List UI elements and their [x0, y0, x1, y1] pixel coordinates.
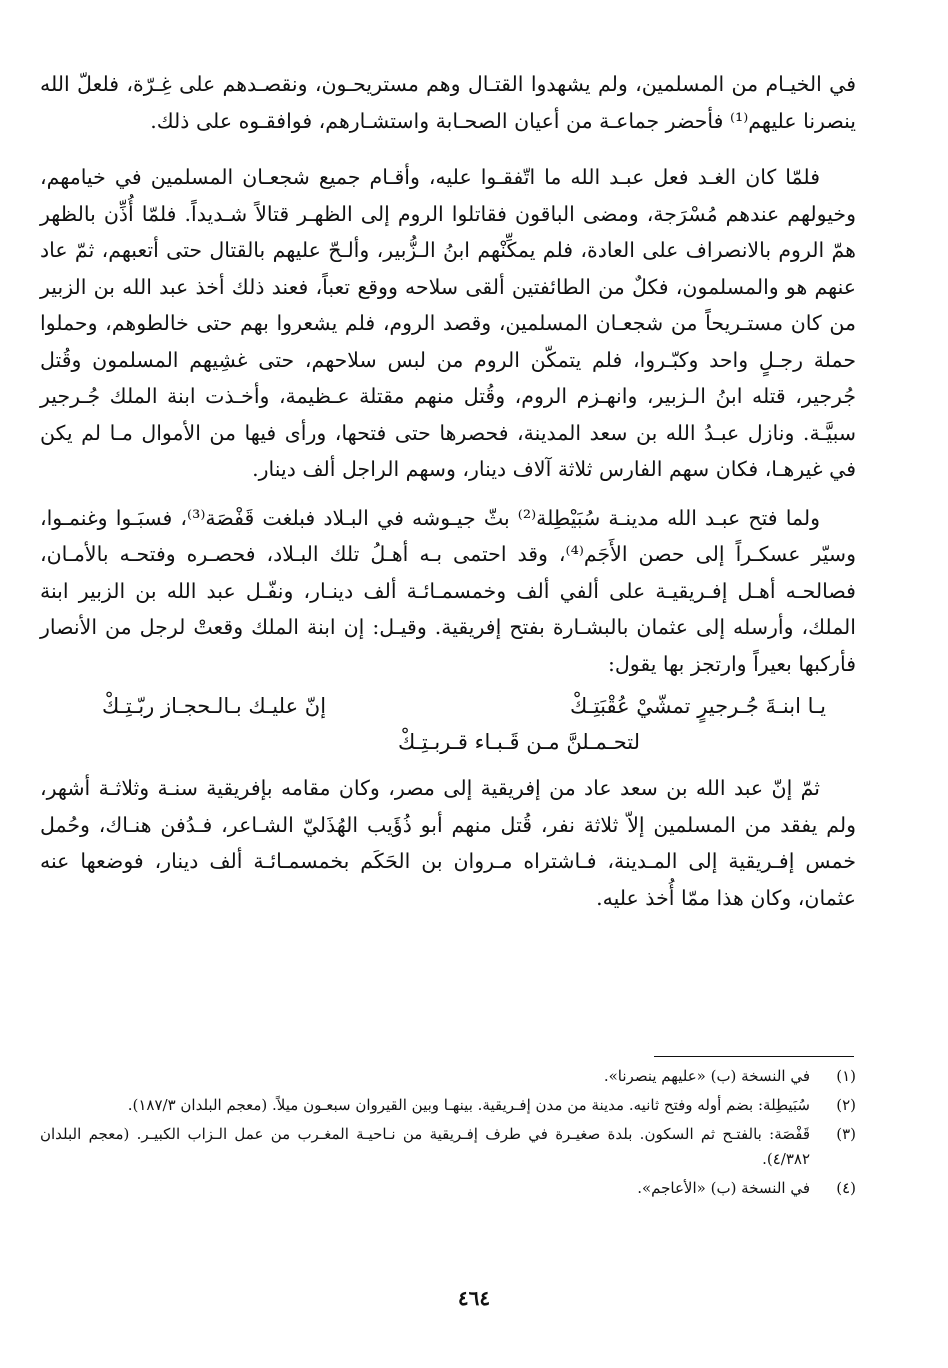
poem-verse [40, 688, 856, 760]
footnote-2 [40, 1093, 856, 1118]
footnote-text: سُبَيطِلة: بضم أوله وفتح ثانيه. مدينة من مدن إفـريقية. بينهـا وبين القيروان سبعـون ميلاً. (معجم البلدان ١٨٧/٣). [127, 1096, 810, 1114]
footnote-3 [40, 1122, 856, 1172]
footnote-number: (٢) [836, 1096, 856, 1114]
footnote-separator [654, 1056, 854, 1057]
verse-hemistich-3: لتحـمـلنَّ مـن قَـبـاء قـربـتِـكْ [397, 730, 640, 754]
footnote-1 [40, 1064, 856, 1089]
footnote-number: (٤) [836, 1179, 856, 1197]
footnotes [40, 1064, 856, 1205]
page-number: ٤٦٤ [457, 1286, 491, 1310]
paragraph-2: فلمّا كان الغـد فعل عبـد الله ما اتّفقـوا عليه، وأقـام جميع شجعـان المسلمين في خيامهم، وخيولهم عندهم مُسْرَجة، ومضى الباقون فقاتلوا الروم إلى الظهـر قتالاً شـديداً. فلمّا أُذِّن بالظهر همّ الروم بالانصراف على العادة، فلم يمكِّنْهم ابنُ الـزُّبير، وألـحّ عليهم بالقتال حتى أتعبهم، ثمّ عاد عنهم هو والمسلمون، فكلٌ من الطائفتين ألقى سلاحه ووقع تعباً، فعند ذلك أخذ عبد الله بن الزبير من كان مستـريحاً من شجعـان المسلمين، وقصد الروم، فلم يشعروا بهم حتى خالطوهم، وحملوا حملة رجـلٍ واحد وكبّـروا، فلم يتمكّن الروم من لبس سلاحهم، حتى غشِيهم المسلمون وقُتل جُرجير، قتله ابنُ الـزبير، وانهـزم الروم، وقُتل منهم مقتلة عـظيمة، وأخـذت ابنة الملك جُـرجير سبيَّـة. ونازل عبـدُ الله بن سعد المدينة، فحصرها حتى فتحها، ورأى فيها من الأموال مـا لم يكن في غيرهـا، فكان سهم الفارس ثلاثة آلاف دينار، وسهم الراجل ألف دينار. [40, 165, 856, 481]
footnote-number: (٣) [836, 1125, 856, 1143]
verse-hemistich-2: إنّ عليـك بـالـحجـاز ربّـتِـكْ [102, 694, 327, 718]
verse-hemistich-1: يـا ابنـةَ جُـرجيرٍ تمشّيْ عُقْبَتِـكْ [569, 694, 826, 718]
footnote-text: في النسخة (ب) «عليهم ينصرنا». [603, 1067, 810, 1085]
footnote-number: (١) [836, 1067, 856, 1085]
paragraph-4: ثمّ إنّ عبد الله بن سعد عاد من إفريقية إلى مصر، وكان مقامه بإفريقية سنـة وثلاثـة أشهر، ولم يفقد من المسلمين إلاّ ثلاثة نفر، قُتل منهم أبو ذُؤَيب الهُذَليّ الشـاعر، فـدُفن هنـاك، وحُمل خمس إفـريقية إلى المـدينة، فـاشتراه مـروان بن الحَكَم بخمسمـائـة ألف دينار، فوضعها عنه عثمان، وكان هذا ممّا أُخذ عليه. [40, 776, 856, 910]
footnote-text: في النسخة (ب) «الأعاجم». [637, 1179, 810, 1197]
main-text [40, 66, 856, 916]
paragraph-3: ولما فتح عبـد الله مدينـة سُبَيْطِلة⁽²⁾ بثّ جيـوشه في البـلاد فبلغت قَفْصَة⁽³⁾، فسبَـوا وغنمـوا، وسيّر عسكـراً إلى حصن الأَجَم⁽⁴⁾، وقد احتمى بـه أهـلُ تلك البـلاد، فحصـره وفتحـه بالأمـان، فصالحـه أهـل إفـريقيـة على ألفي ألف وخمسمـائـة ألف دينـار، ونفّـل عبد الله بن الزبير ابنة الملك، وأرسله إلى عثمان بالبشـارة بفتح إفريقية. وقيـل: إن ابنة الملك وقعتْ لرجل من الأنصار فأركبها بعيراً وارتجز بها يقول: [40, 505, 856, 676]
footnote-4 [40, 1176, 856, 1201]
paragraph-1: في الخيـام من المسلمين، ولم يشهدوا القتـال وهم مستريحـون، ونقصـدهم على غِـرّة، فلعلّ الله ينصرنا عليهم⁽¹⁾ فأحضر جماعـة من أعيان الصحـابة واستشـارهم، فوافقـوه على ذلك. [40, 72, 856, 133]
footnote-text: قَفْصَة: بالفتـح ثم السكون. بلدة صغيـرة في طرف إفـريقية من نـاحيـة المغـرب من عمل الـزاب الكبيـر. (معجم البلدان ٤/٣٨٢). [40, 1125, 810, 1168]
